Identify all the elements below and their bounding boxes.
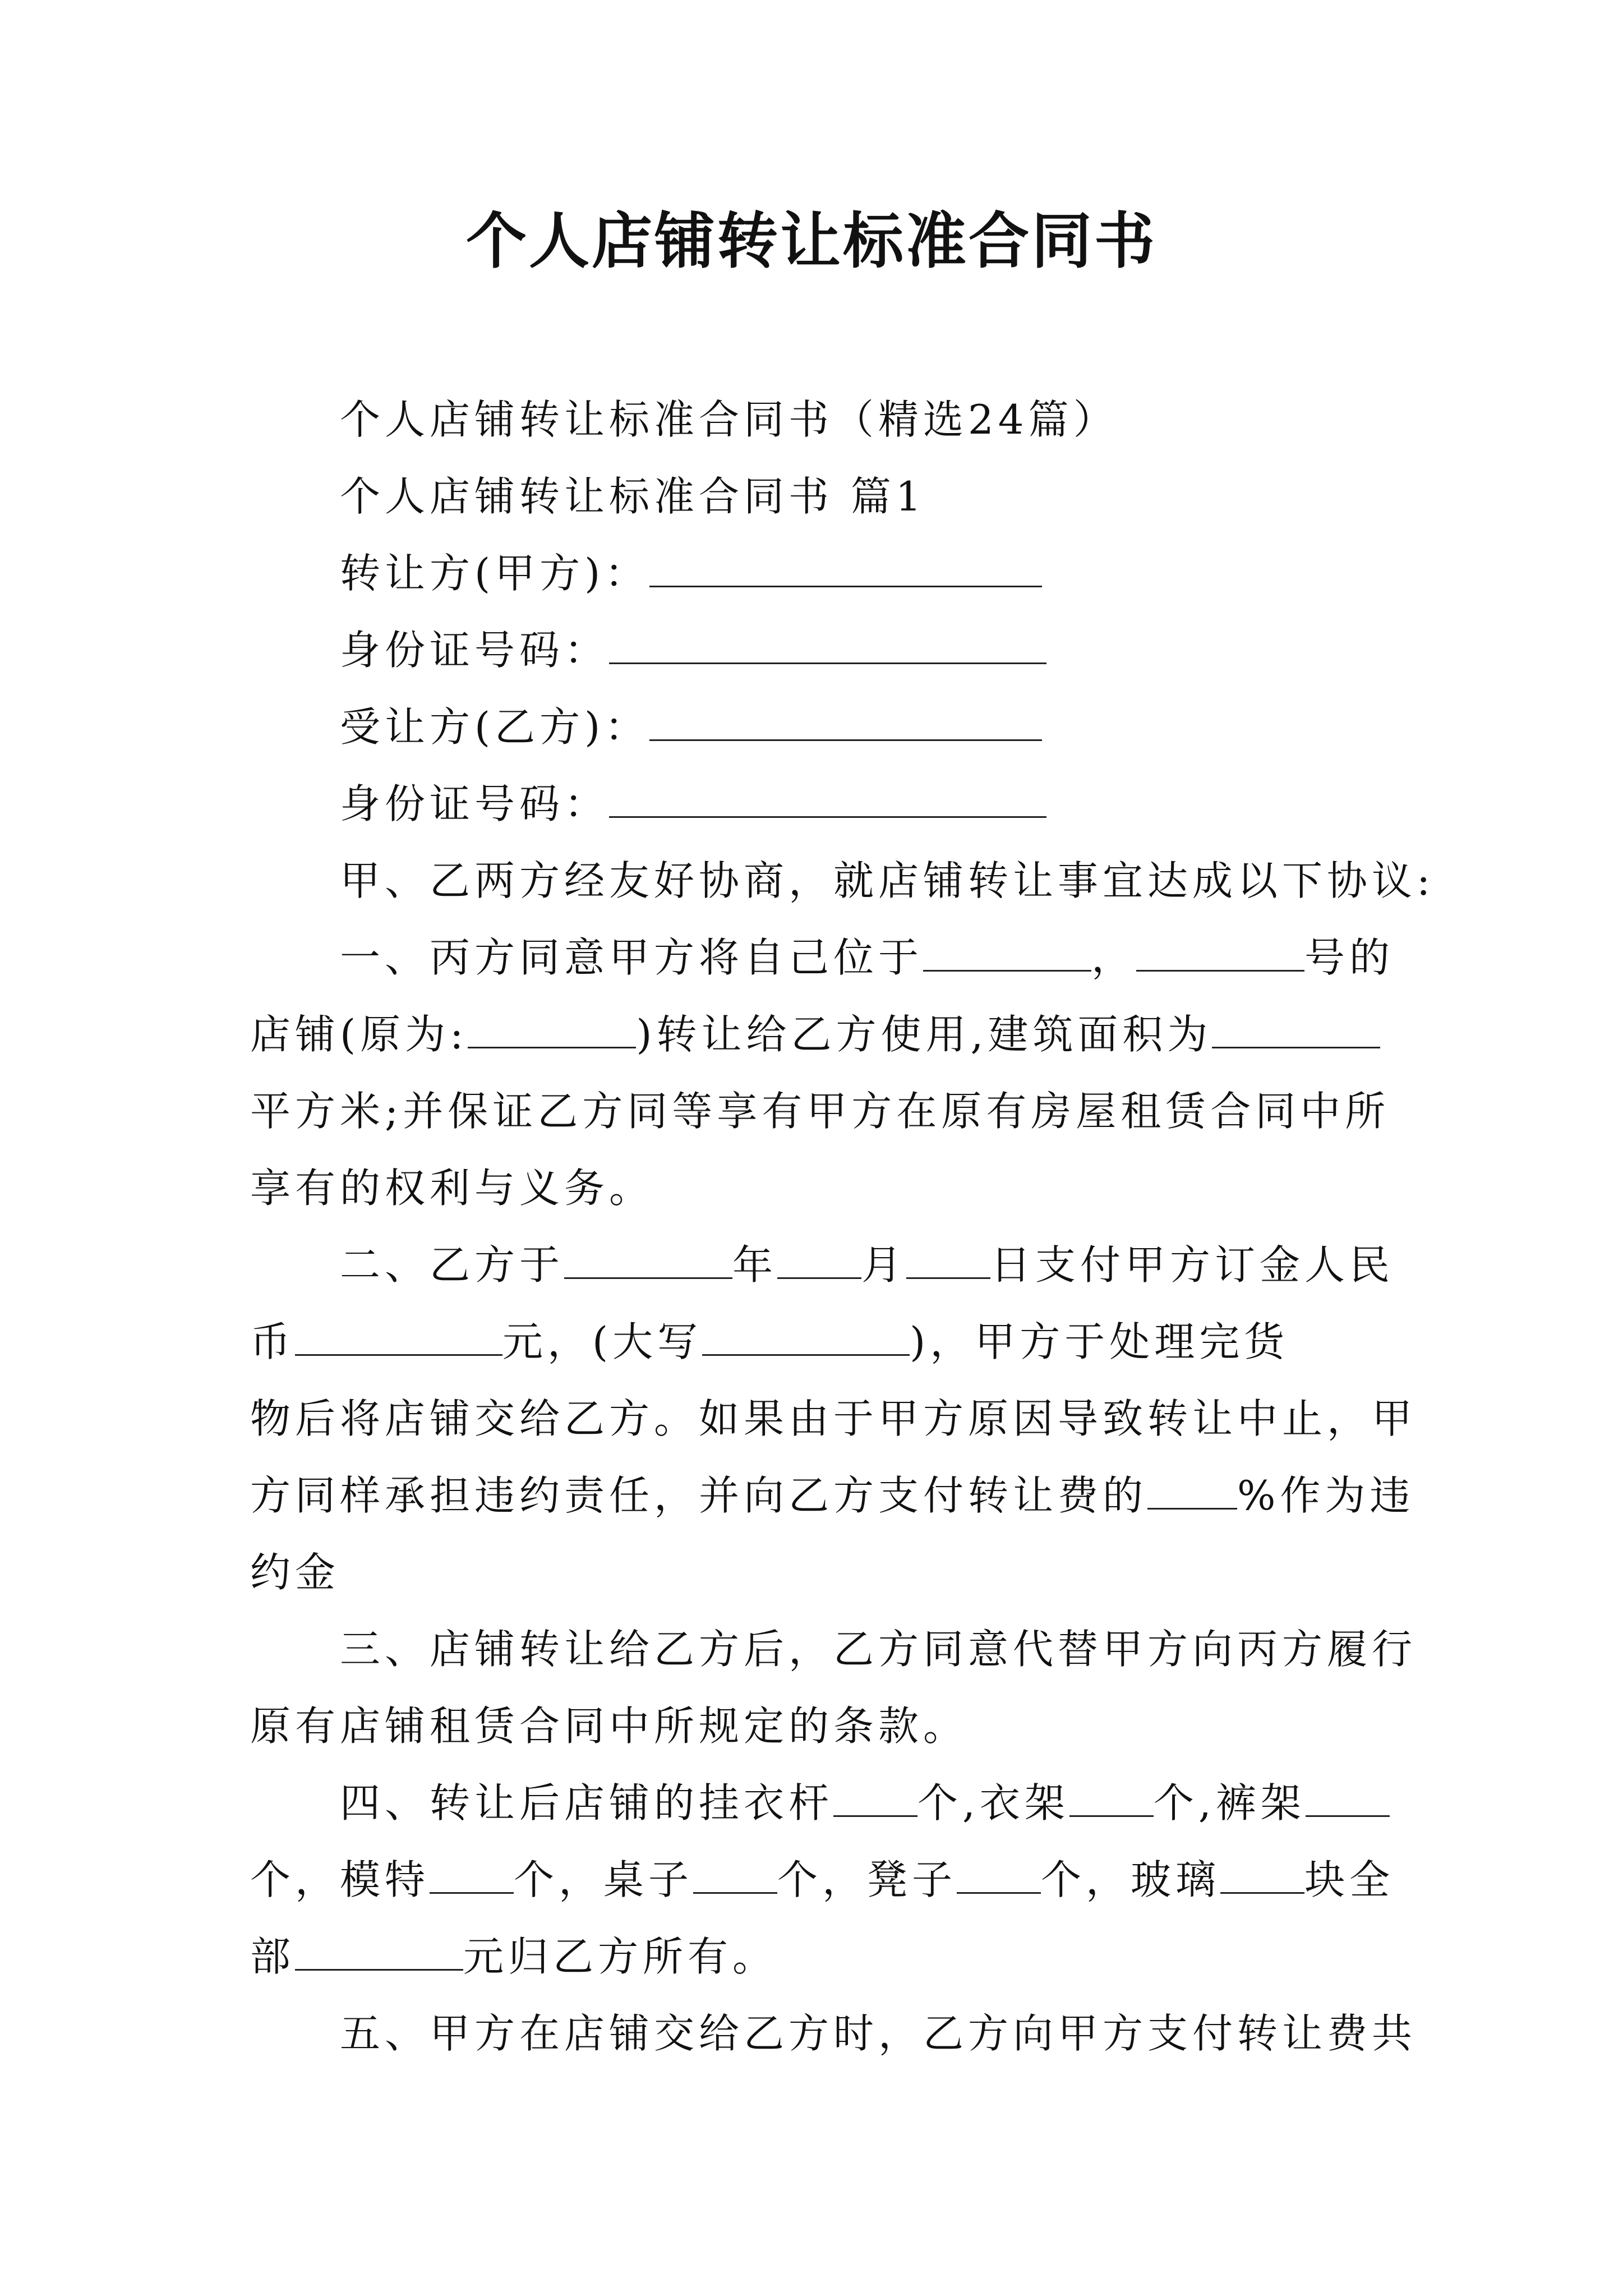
penalty-percent-blank bbox=[1147, 1474, 1237, 1510]
hanger-rod-blank bbox=[833, 1782, 917, 1817]
clause2-line4 bbox=[250, 1457, 1415, 1534]
deposit-uppercase-blank bbox=[702, 1320, 910, 1356]
clause2-text: )，甲方于处理完货 bbox=[910, 1318, 1289, 1365]
document-body bbox=[250, 381, 1435, 2072]
transferee-label: 受让方(乙方)： bbox=[340, 703, 650, 751]
clause4-text: 个，桌子 bbox=[514, 1856, 694, 1903]
clause4-text: 个,衣架 bbox=[917, 1779, 1069, 1826]
day-blank bbox=[906, 1244, 990, 1279]
area-blank bbox=[1212, 1013, 1380, 1048]
id-field-2 bbox=[250, 766, 1391, 843]
transferor-field bbox=[250, 535, 1391, 612]
year-blank bbox=[564, 1244, 732, 1279]
clause1-text: 号的 bbox=[1304, 934, 1395, 981]
pants-rack-blank bbox=[1306, 1782, 1390, 1817]
clause1-line4: 享有的权利与义务。 bbox=[250, 1165, 654, 1212]
clause1-text: 一、丙方同意甲方将自己位于 bbox=[340, 934, 924, 981]
clause2-text: 年 bbox=[732, 1241, 778, 1289]
intro-paragraph: 甲、乙两方经友好协商，就店铺转让事宜达成以下协议: bbox=[340, 857, 1435, 904]
transferor-blank bbox=[649, 552, 1042, 587]
clause4-text: 个，凳子 bbox=[777, 1856, 957, 1903]
deposit-blank bbox=[295, 1320, 502, 1356]
clause4-text: 个，模特 bbox=[250, 1856, 430, 1903]
clause4-text: 块全 bbox=[1304, 1856, 1395, 1903]
id-field-1 bbox=[250, 612, 1391, 689]
clause2-line3: 物后将店铺交给乙方。如果由于甲方原因导致转让中止，甲 bbox=[250, 1395, 1417, 1442]
location-blank bbox=[923, 936, 1091, 972]
clause1-text: ， bbox=[1091, 934, 1137, 981]
id-blank-1 bbox=[609, 629, 1046, 664]
clause2-line2 bbox=[250, 1304, 1391, 1381]
clause2-text: 元，(大写 bbox=[502, 1318, 703, 1365]
clause4-text: 四、转让后店铺的挂衣杆 bbox=[340, 1779, 834, 1826]
clause4-line3 bbox=[250, 1918, 1391, 1995]
clause1-line2 bbox=[250, 996, 1391, 1073]
clause1-text: 店铺(原为: bbox=[250, 1011, 468, 1058]
hanger-blank bbox=[1069, 1782, 1154, 1817]
clause4-text: 个,裤架 bbox=[1153, 1779, 1306, 1826]
month-blank bbox=[777, 1244, 861, 1279]
stool-blank bbox=[957, 1858, 1041, 1894]
clause2-text: 币 bbox=[250, 1318, 296, 1365]
document-title: 个人店铺转让标准合同书 bbox=[465, 206, 1157, 277]
clause2-text: 二、乙方于 bbox=[340, 1241, 565, 1289]
clause4-text: 个，玻璃 bbox=[1041, 1856, 1221, 1903]
section-heading: 个人店铺转让标准合同书 篇1 bbox=[340, 473, 926, 520]
mannequin-blank bbox=[430, 1858, 514, 1894]
clause4-text: 元归乙方所有。 bbox=[463, 1933, 778, 1980]
subtitle: 个人店铺转让标准合同书（精选24篇） bbox=[340, 396, 1118, 443]
transferee-field bbox=[250, 689, 1391, 766]
transferor-label: 转让方(甲方)： bbox=[340, 550, 650, 597]
id-label-2: 身份证号码： bbox=[340, 780, 610, 827]
clause4-line1 bbox=[250, 1765, 1391, 1842]
clause1-line3: 平方米;并保证乙方同等享有甲方在原有房屋租赁合同中所 bbox=[250, 1088, 1390, 1135]
clause3-line1: 三、店铺转让给乙方后，乙方同意代替甲方向丙方履行 bbox=[340, 1626, 1417, 1673]
clause1-line1 bbox=[250, 919, 1395, 996]
total-amount-blank bbox=[295, 1935, 463, 1971]
clause2-text: 日支付甲方订金人民 bbox=[990, 1241, 1395, 1289]
clause1-text: )转让给乙方使用,建筑面积为 bbox=[636, 1011, 1212, 1058]
clause2-text: %作为违 bbox=[1237, 1472, 1415, 1519]
id-label-1: 身份证号码： bbox=[340, 627, 610, 674]
clause5-line1: 五、甲方在店铺交给乙方时，乙方向甲方支付转让费共 bbox=[340, 2010, 1417, 2057]
clause2-text: 月 bbox=[861, 1241, 907, 1289]
clause2-text: 方同样承担违约责任，并向乙方支付转让费的 bbox=[250, 1472, 1148, 1519]
clause2-line5: 约金 bbox=[250, 1549, 340, 1596]
table-blank bbox=[693, 1858, 777, 1894]
glass-blank bbox=[1220, 1858, 1304, 1894]
id-blank-2 bbox=[609, 783, 1046, 818]
clause4-line2 bbox=[250, 1842, 1395, 1918]
clause3-line2: 原有店铺租赁合同中所规定的条款。 bbox=[250, 1703, 969, 1750]
transferee-blank bbox=[649, 706, 1042, 741]
number-blank bbox=[1136, 936, 1304, 972]
clause2-line1 bbox=[250, 1227, 1395, 1304]
original-use-blank bbox=[468, 1013, 636, 1048]
clause4-text: 部 bbox=[250, 1933, 296, 1980]
